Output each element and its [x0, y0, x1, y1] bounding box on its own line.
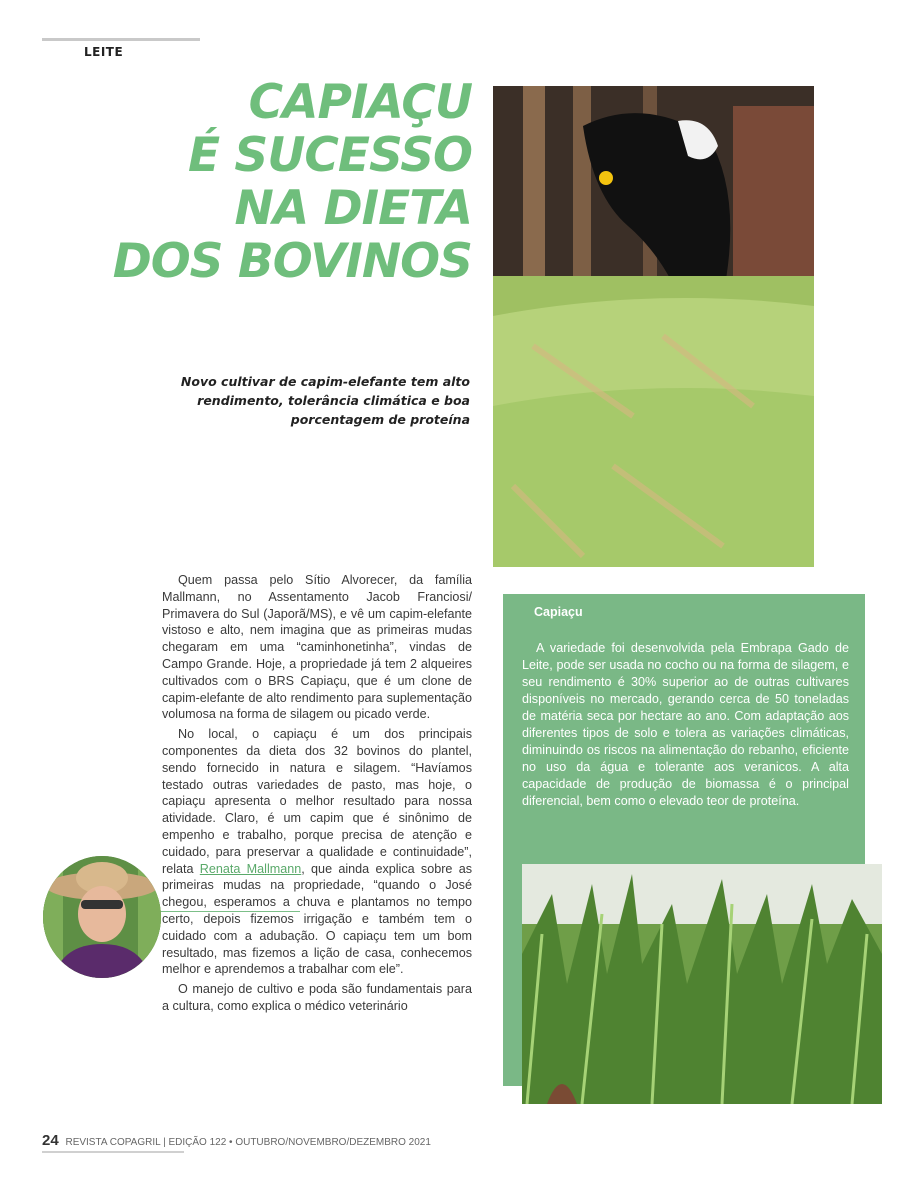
page-number: 24: [42, 1132, 59, 1149]
title-line-4: DOS BOVINOS: [112, 234, 472, 289]
title-line-1: CAPIAÇU: [248, 75, 472, 130]
title-line-3: NA DIETA: [234, 181, 472, 236]
body-paragraph-2a: No local, o capiaçu é um dos principais componentes da dieta dos 32 bovinos do plantel, sendo fornecido in natura e silagem. “Havíamos testado outras variedades de pasto, mas hoje, o capiaçu apresenta o melhor resultado para nossa atividade. Claro, é um capim que é sinônimo de empenho e trabalho, porque precisa de atenção e cuidado, para preservar a qualidade e continuidade”, relata: [162, 727, 472, 876]
info-box-text: A variedade foi desenvolvida pela Embrapa Gado de Leite, pode ser usada no cocho ou na forma de silagem, e seu rendimento é 30% superior ao de outras cultivares disponíveis no mercado, gerando cerca de 50 toneladas de matéria seca por hectare ao ano. Com adaptação aos diferentes tipos de solo e tolera as variações climáticas, diminuindo os riscos na alimentação do rebanho, eficiente no uso da água e tolerante aos veranicos. A alta capacidade de produção de biomassa é o principal diferencial, bem como o elevado teor de proteína.: [522, 641, 849, 808]
footer-publication: REVISTA COPAGRIL | EDIÇÃO 122 • OUTUBRO/NOVEMBRO/DEZEMBRO 2021: [65, 1137, 431, 1148]
top-rule: [42, 38, 200, 41]
person-name-link[interactable]: Renata Mallmann: [199, 861, 302, 876]
page-footer: [42, 1132, 431, 1149]
avatar-connector-line: [140, 911, 300, 912]
body-paragraph-1: Quem passa pelo Sítio Alvorecer, da família Mallmann, no Assentamento Jacob Franciosi/ Primavera do Sul (Japorã/MS), e vê um capim-elefante vistoso e alto, nem imagina que as primeiras mudas chegaram em uma “caminhonetinha”, vindas de Campo Grande. Hoje, a propriedade já tem 2 alqueires cultivados com o BRS Capiaçu, que é um clone de capim-elefante de alto rendimento para suplementação volumosa na forma de silagem ou picado verde.: [162, 573, 472, 722]
title-line-2: É SUCESSO: [187, 128, 472, 183]
body-paragraph-3: O manejo de cultivo e poda são fundamentais para a cultura, como explica o médico veterinário: [162, 982, 472, 1013]
article-title: [52, 76, 472, 288]
body-paragraph-2b: , que ainda explica sobre as primeiras mudas na propriedade, “quando o José chegou, esperamos a chuva e plantamos no tempo certo, depois fizemos irrigação e também tem o cuidado com a adubação. O capiaçu tem um bom resultado, mas fizemos a lição de casa, conhecemos melhor e aprendemos a trabalhar com ele”.: [162, 861, 473, 977]
article-body: [162, 572, 472, 1018]
article-subtitle: Novo cultivar de capim-elefante tem alto rendimento, tolerância climática e boa porcentagem de proteína: [180, 374, 470, 427]
footer-rule: [42, 1151, 184, 1153]
elephant-grass-photo: [522, 864, 882, 1104]
section-label: LEITE: [84, 45, 124, 59]
cow-feeding-photo: [493, 86, 814, 567]
avatar: [43, 856, 161, 978]
info-box-title: Capiaçu: [534, 605, 583, 619]
body-paragraph-2: [162, 726, 472, 978]
